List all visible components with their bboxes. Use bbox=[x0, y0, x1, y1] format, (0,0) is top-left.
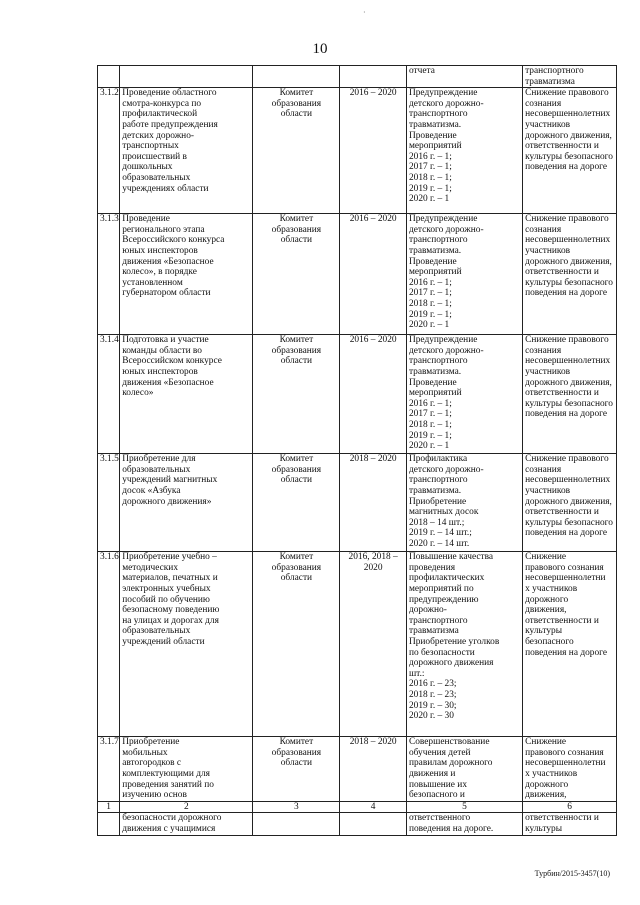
text-line: поведения на дороге bbox=[525, 162, 608, 173]
text-line: образовательных bbox=[122, 172, 191, 183]
text-line: образования bbox=[271, 562, 322, 573]
text-line: материалов, печатных и bbox=[122, 573, 218, 584]
text-line: культуры bbox=[525, 823, 563, 834]
text-line: повышение их bbox=[408, 779, 468, 790]
text-line: травматизма bbox=[525, 76, 575, 87]
text-line: установленном bbox=[122, 277, 183, 288]
text-line: происшествий в bbox=[122, 151, 187, 162]
text-line: дорожного движения, bbox=[525, 377, 612, 388]
column-number: 3 bbox=[253, 801, 340, 813]
text-line: 2019 г. – 1; bbox=[408, 309, 452, 320]
text-line: культуры bbox=[525, 626, 563, 637]
table-row bbox=[98, 214, 617, 335]
text-line: мобильных bbox=[122, 747, 168, 758]
text-line: 2020 г. – 14 шт. bbox=[408, 538, 470, 549]
text-line: Комитет bbox=[279, 552, 314, 563]
item-number: 3.1.7 bbox=[100, 737, 119, 748]
text-line: транспортного bbox=[408, 109, 468, 120]
item-number: 3.1.6 bbox=[100, 552, 119, 563]
term-text: 2018 – 2020 bbox=[349, 454, 397, 465]
cell-num bbox=[98, 66, 120, 88]
text-line: шт.: bbox=[408, 668, 425, 679]
cell-indicator bbox=[406, 88, 522, 214]
text-line: Снижение bbox=[525, 552, 567, 563]
text-line: транспортного bbox=[408, 356, 468, 367]
text-line: транспортного bbox=[408, 475, 468, 486]
text-line: сознания bbox=[525, 98, 562, 109]
text-line: работе предупреждения bbox=[122, 119, 218, 130]
cell-term bbox=[340, 454, 407, 552]
text-line: поведения на дороге bbox=[525, 288, 608, 299]
text-line: движения, bbox=[525, 790, 567, 801]
text-line: 2017 г. – 1; bbox=[408, 288, 452, 299]
text-line: культуры безопасного bbox=[525, 398, 613, 409]
cell-num bbox=[98, 88, 120, 214]
text-line: х участников bbox=[525, 583, 578, 594]
cell-term bbox=[340, 737, 407, 802]
cell-result bbox=[523, 552, 617, 737]
text-line: области bbox=[280, 758, 313, 769]
text-line: несовершеннолетних bbox=[525, 235, 611, 246]
text-line: колесо» bbox=[122, 388, 154, 399]
text-line: дорожного движения, bbox=[525, 130, 612, 141]
text-line: Проведение bbox=[408, 377, 457, 388]
text-line: мероприятий bbox=[408, 388, 462, 399]
cell-executor bbox=[253, 88, 340, 214]
cell-name bbox=[120, 813, 253, 835]
cell-indicator bbox=[406, 813, 522, 835]
text-line: несовершеннолетни bbox=[525, 758, 606, 769]
text-line: 2020 г. – 1 bbox=[408, 320, 450, 331]
cell-term bbox=[340, 552, 407, 737]
item-number: 3.1.5 bbox=[100, 454, 119, 465]
term-text: 2018 – 2020 bbox=[349, 737, 397, 748]
text-line: 2018 г. – 1; bbox=[408, 172, 452, 183]
text-line: электронных учебных bbox=[122, 583, 211, 594]
text-line: травматизма. bbox=[408, 485, 462, 496]
text-line: движения с учащимися bbox=[122, 823, 216, 834]
text-line: 2017 г. – 1; bbox=[408, 409, 452, 420]
continuation-row-top bbox=[98, 66, 617, 88]
text-line: профилактической bbox=[122, 109, 198, 120]
text-line: 2019 г. – 14 шт.; bbox=[408, 528, 472, 539]
text-line: области bbox=[280, 475, 313, 486]
text-line: 2019 г. – 30; bbox=[408, 700, 457, 711]
text-line: Снижение правового bbox=[525, 214, 609, 225]
text-line: 2020 г. – 1 bbox=[408, 194, 450, 205]
cell-result bbox=[523, 214, 617, 335]
text-line: методических bbox=[122, 562, 179, 573]
text-line: Предупреждение bbox=[408, 88, 478, 99]
text-line: образовательных bbox=[122, 626, 191, 637]
text-line: Предупреждение bbox=[408, 214, 478, 225]
text-line: травматизма. bbox=[408, 366, 462, 377]
text-line: Всероссийского конкурса bbox=[122, 235, 225, 246]
cell-executor bbox=[253, 813, 340, 835]
text-line: Приобретение уголков bbox=[408, 636, 500, 647]
cell-term bbox=[340, 214, 407, 335]
cell-indicator bbox=[406, 552, 522, 737]
cell-indicator bbox=[406, 454, 522, 552]
text-line: сознания bbox=[525, 224, 562, 235]
text-line: участников bbox=[525, 485, 571, 496]
text-line: дорожного движения» bbox=[122, 496, 212, 507]
item-number: 3.1.3 bbox=[100, 214, 119, 225]
text-line: ответственности и bbox=[525, 813, 599, 824]
cell-term bbox=[340, 66, 407, 88]
table-row bbox=[98, 552, 617, 737]
text-line: 2018 г. – 23; bbox=[408, 689, 457, 700]
cell-name bbox=[120, 214, 253, 335]
text-line: сознания bbox=[525, 345, 562, 356]
item-number: 3.1.2 bbox=[100, 88, 119, 99]
text-line: области bbox=[280, 235, 313, 246]
text-line: обучения детей bbox=[408, 747, 471, 758]
text-line: движения «Безопасное bbox=[122, 256, 214, 267]
text-line: Приобретение bbox=[122, 737, 180, 748]
text-line: ответственности и bbox=[525, 267, 599, 278]
text-line: детских дорожно- bbox=[122, 130, 195, 141]
text-line: правового сознания bbox=[525, 562, 604, 573]
cell-indicator bbox=[406, 66, 522, 88]
text-line: пособий по обучению bbox=[122, 594, 210, 605]
cell-indicator bbox=[406, 737, 522, 802]
cell-name bbox=[120, 335, 253, 454]
text-line: дорожного bbox=[525, 779, 569, 790]
text-line: ответственности и bbox=[525, 615, 599, 626]
text-line: Приобретение bbox=[408, 496, 467, 507]
text-line: травматизма. bbox=[408, 119, 462, 130]
text-line: Проведение областного bbox=[122, 88, 217, 99]
text-line: Приобретение учебно – bbox=[122, 552, 217, 563]
text-line: детского дорожно- bbox=[408, 98, 484, 109]
text-line: образования bbox=[271, 345, 322, 356]
text-line: 2019 г. – 1; bbox=[408, 183, 452, 194]
text-line: детского дорожно- bbox=[408, 464, 484, 475]
text-line: безопасности дорожного bbox=[122, 813, 222, 824]
text-line: досок «Азбука bbox=[122, 485, 181, 496]
text-line: транспортного bbox=[525, 66, 584, 76]
cell-executor bbox=[253, 454, 340, 552]
cell-executor bbox=[253, 66, 340, 88]
text-line: команды области во bbox=[122, 345, 202, 356]
text-line: учреждений области bbox=[122, 636, 205, 647]
cell-result bbox=[523, 737, 617, 802]
text-line: дорожного движения bbox=[408, 658, 494, 669]
text-line: дорожного движения, bbox=[525, 256, 612, 267]
text-line: Комитет bbox=[279, 454, 314, 465]
text-line: Комитет bbox=[279, 335, 314, 346]
text-line: 2016 г. – 1; bbox=[408, 277, 452, 288]
text-line: несовершеннолетних bbox=[525, 475, 611, 486]
text-line: смотра-конкурса по bbox=[122, 98, 202, 109]
term-text: 2016 – 2020 bbox=[349, 214, 397, 225]
cell-name bbox=[120, 66, 253, 88]
text-line: образования bbox=[271, 747, 322, 758]
text-line: правилам дорожного bbox=[408, 758, 493, 769]
text-line: детского дорожно- bbox=[408, 224, 484, 235]
text-line: движения, bbox=[525, 605, 567, 616]
text-line: учреждениях области bbox=[122, 183, 209, 194]
text-line: транспортных bbox=[122, 141, 179, 152]
text-line: 2016 г. – 1; bbox=[408, 398, 452, 409]
table-row bbox=[98, 454, 617, 552]
text-line: Проведение bbox=[122, 214, 170, 225]
text-line: образовательных bbox=[122, 464, 191, 475]
text-line: Комитет bbox=[279, 214, 314, 225]
text-line: магнитных досок bbox=[408, 507, 479, 518]
column-number: 2 bbox=[120, 801, 253, 813]
text-line: Комитет bbox=[279, 737, 314, 748]
text-line: профилактических bbox=[408, 573, 485, 584]
cell-indicator bbox=[406, 335, 522, 454]
text-line: 2017 г. – 1; bbox=[408, 162, 452, 173]
program-table bbox=[97, 65, 617, 836]
text-line: образования bbox=[271, 98, 322, 109]
text-line: безопасного и bbox=[408, 790, 465, 801]
text-line: ответственного bbox=[408, 813, 471, 824]
text-line: культуры безопасного bbox=[525, 277, 613, 288]
text-line: сознания bbox=[525, 464, 562, 475]
text-line: дорожного движения, bbox=[525, 496, 612, 507]
table-row bbox=[98, 88, 617, 214]
text-line: Снижение правового bbox=[525, 335, 609, 346]
text-line: области bbox=[280, 573, 313, 584]
cell-num bbox=[98, 454, 120, 552]
text-line: безопасному поведению bbox=[122, 605, 220, 616]
text-line: 2020 г. – 1 bbox=[408, 441, 450, 452]
cell-result bbox=[523, 88, 617, 214]
cell-executor bbox=[253, 737, 340, 802]
text-line: мероприятий по bbox=[408, 583, 474, 594]
page-number: 10 bbox=[312, 41, 328, 57]
term-text: 2016 – 2020 bbox=[349, 88, 397, 99]
table-row bbox=[98, 737, 617, 802]
text-line: движения «Безопасное bbox=[122, 377, 214, 388]
text-line: 2016 г. – 1; bbox=[408, 151, 452, 162]
cell-term bbox=[340, 335, 407, 454]
cell-executor bbox=[253, 552, 340, 737]
text-line: 2020 г. – 30 bbox=[408, 711, 454, 722]
scan-mark: · bbox=[363, 8, 366, 17]
text-line: проведения занятий по bbox=[122, 779, 214, 790]
text-line: х участников bbox=[525, 768, 578, 779]
text-line: области bbox=[280, 356, 313, 367]
text-line: культуры безопасного bbox=[525, 151, 613, 162]
cell-num bbox=[98, 335, 120, 454]
text-line: 2018 г. – 1; bbox=[408, 298, 452, 309]
text-line: безопасного bbox=[525, 636, 574, 647]
cell-name bbox=[120, 552, 253, 737]
cell-term bbox=[340, 813, 407, 835]
text-line: образования bbox=[271, 224, 322, 235]
text-line: несовершеннолетних bbox=[525, 356, 611, 367]
text-line: Проведение bbox=[408, 130, 457, 141]
item-number: 3.1.4 bbox=[100, 335, 119, 346]
cell-indicator bbox=[406, 214, 522, 335]
text-line: изучению основ bbox=[122, 790, 187, 801]
text-line: поведения на дороге bbox=[525, 528, 608, 539]
text-line: предупреждению bbox=[408, 594, 479, 605]
text-line: Приобретение для bbox=[122, 454, 196, 465]
text-line: Проведение bbox=[408, 256, 457, 267]
text-line: регионального этапа bbox=[122, 224, 205, 235]
text-line: Совершенствование bbox=[408, 737, 490, 748]
term-text: 2016 – 2020 bbox=[349, 335, 397, 346]
text-line: детского дорожно- bbox=[408, 345, 484, 356]
cell-name bbox=[120, 737, 253, 802]
text-line: Повышение качества bbox=[408, 552, 494, 563]
text-line: отчета bbox=[408, 66, 435, 76]
text-line: участников bbox=[525, 245, 571, 256]
text-line: поведения на дороге bbox=[525, 409, 608, 420]
text-line: движения и bbox=[408, 768, 456, 779]
text-line: транспортного bbox=[408, 235, 468, 246]
cell-name bbox=[120, 88, 253, 214]
text-line: дорожного bbox=[525, 594, 569, 605]
cell-result bbox=[523, 454, 617, 552]
column-number: 5 bbox=[406, 801, 522, 813]
column-number-row bbox=[98, 801, 617, 813]
text-line: ответственности и bbox=[525, 141, 599, 152]
cell-name bbox=[120, 454, 253, 552]
text-line: Всероссийском конкурсе bbox=[122, 356, 222, 367]
text-line: на улицах и дорогах для bbox=[122, 615, 219, 626]
text-line: поведения на дороге bbox=[525, 647, 608, 658]
text-line: мероприятий bbox=[408, 141, 462, 152]
cell-term bbox=[340, 88, 407, 214]
text-line: юных инспекторов bbox=[122, 245, 198, 256]
text-line: комплектующими для bbox=[122, 768, 210, 779]
text-line: автогородков с bbox=[122, 758, 182, 769]
text-line: Снижение правового bbox=[525, 88, 609, 99]
text-line: травматизма. bbox=[408, 245, 462, 256]
text-line: Снижение bbox=[525, 737, 567, 748]
text-line: участников bbox=[525, 119, 571, 130]
text-line: правового сознания bbox=[525, 747, 604, 758]
table-row bbox=[98, 335, 617, 454]
text-line: несовершеннолетни bbox=[525, 573, 606, 584]
text-line: дошкольных bbox=[122, 162, 173, 173]
column-number: 6 bbox=[523, 801, 617, 813]
text-line: области bbox=[280, 109, 313, 120]
cell-result bbox=[523, 335, 617, 454]
document-code: Турбин/2015-3457(10) bbox=[534, 869, 610, 878]
cell-num bbox=[98, 214, 120, 335]
text-line: проведения bbox=[408, 562, 456, 573]
cell-executor bbox=[253, 214, 340, 335]
text-line: травматизма bbox=[408, 626, 459, 637]
text-line: 2019 г. – 1; bbox=[408, 430, 452, 441]
text-line: юных инспекторов bbox=[122, 366, 198, 377]
text-line: по безопасности bbox=[408, 647, 475, 658]
text-line: мероприятий bbox=[408, 267, 462, 278]
cell-executor bbox=[253, 335, 340, 454]
cell-num bbox=[98, 552, 120, 737]
text-line: культуры безопасного bbox=[525, 517, 613, 528]
text-line: 2016 г. – 23; bbox=[408, 679, 457, 690]
text-line: несовершеннолетних bbox=[525, 109, 611, 120]
cell-result bbox=[523, 66, 617, 88]
text-line: ответственности и bbox=[525, 388, 599, 399]
column-number: 1 bbox=[98, 801, 120, 813]
text-line: учреждений магнитных bbox=[122, 475, 218, 486]
text-line: образования bbox=[271, 464, 322, 475]
text-line: Профилактика bbox=[408, 454, 468, 465]
continuation-row-bottom bbox=[98, 813, 617, 835]
text-line: поведения на дороге. bbox=[408, 823, 494, 834]
text-line: транспортного bbox=[408, 615, 468, 626]
text-line: участников bbox=[525, 366, 571, 377]
text-line: Подготовка и участие bbox=[122, 335, 209, 346]
text-line: Снижение правового bbox=[525, 454, 609, 465]
term-text: 2016, 2018 – 2020 bbox=[348, 552, 398, 573]
text-line: колесо», в порядке bbox=[122, 267, 197, 278]
column-number: 4 bbox=[340, 801, 407, 813]
text-line: 2018 г. – 1; bbox=[408, 419, 452, 430]
cell-num bbox=[98, 813, 120, 835]
text-line: дорожно- bbox=[408, 605, 447, 616]
text-line: Комитет bbox=[279, 88, 314, 99]
text-line: Предупреждение bbox=[408, 335, 478, 346]
cell-num bbox=[98, 737, 120, 802]
cell-result bbox=[523, 813, 617, 835]
text-line: ответственности и bbox=[525, 507, 599, 518]
text-line: губернатором области bbox=[122, 288, 211, 299]
text-line: 2018 – 14 шт.; bbox=[408, 517, 465, 528]
